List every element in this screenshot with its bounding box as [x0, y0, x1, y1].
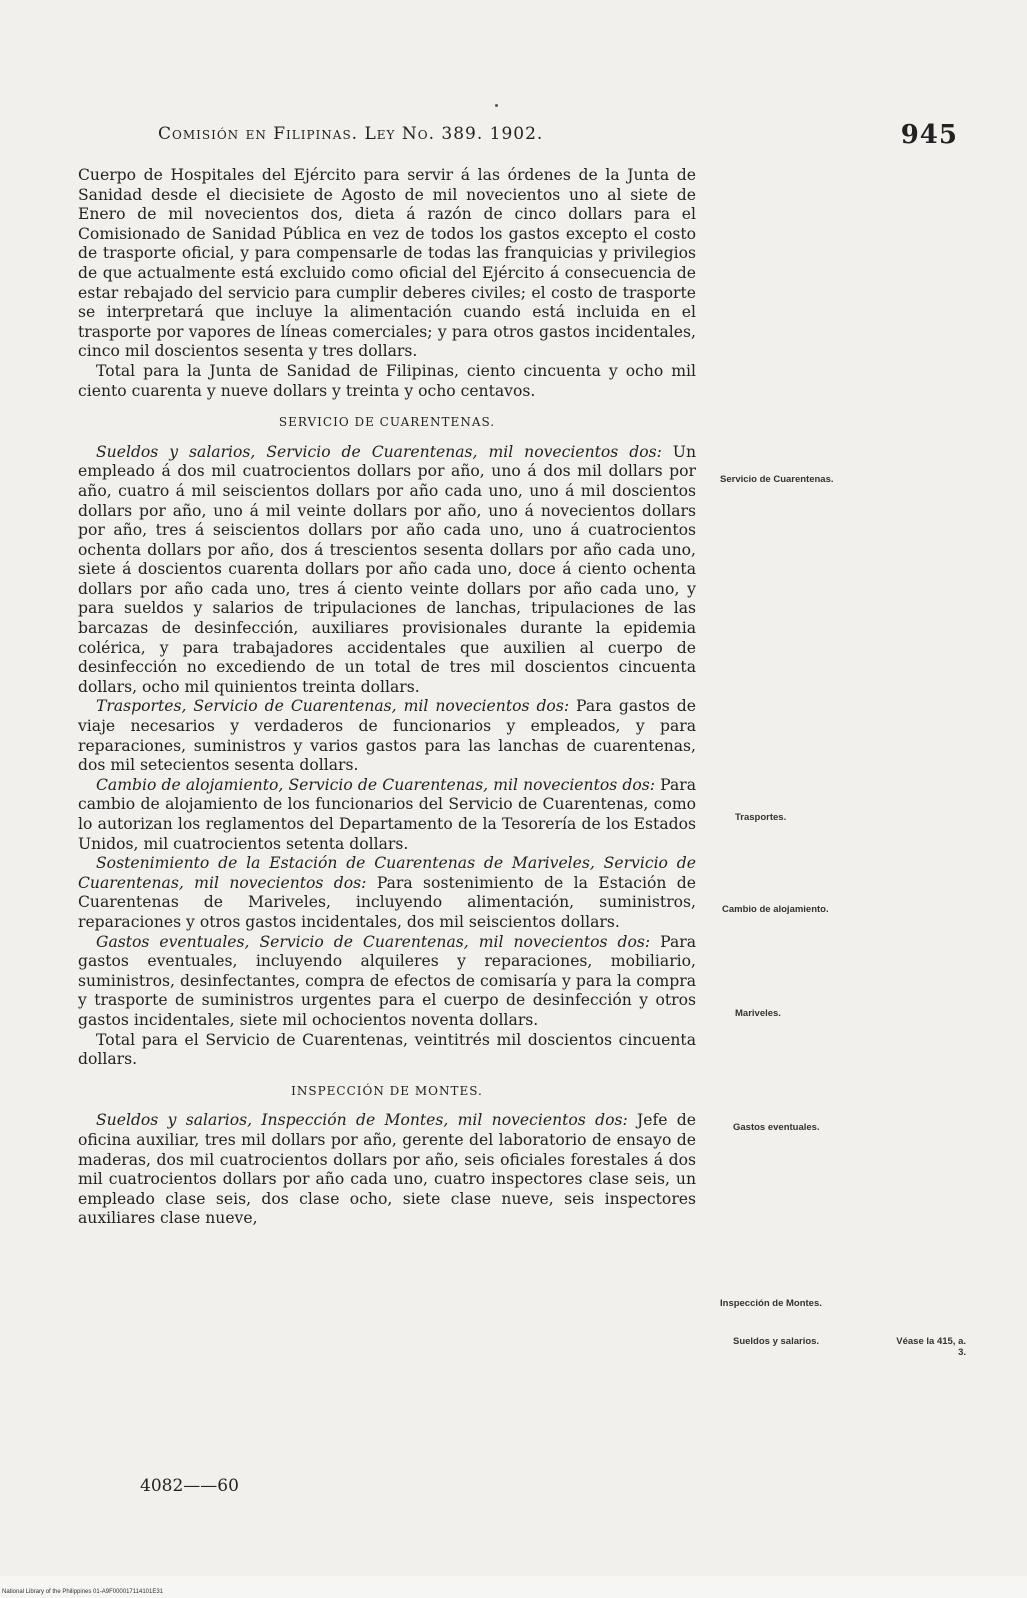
speck-mark — [495, 104, 498, 107]
margin-note-inspeccion-montes: Inspección de Montes. — [720, 1298, 822, 1309]
paragraph-lead: Sueldos y salarios, Servicio de Cuarentenas, mil novecientos dos: — [96, 442, 662, 461]
margin-note-mariveles: Mariveles. — [735, 1008, 781, 1019]
page-number: 945 — [900, 120, 958, 150]
section-heading-cuarentenas: SERVICIO DE CUARENTENAS. — [278, 415, 496, 430]
paragraph-body: Para sostenimiento de la Estación de Cuarentenas de Mariveles, incluyendo alimentación, suministros, reparaciones y otros gastos incidentales, dos mil seiscientos dollars. — [78, 873, 696, 931]
paragraph-hospitales: Cuerpo de Hospitales del Ejército para servir á las órdenes de la Junta de Sanidad desde el diecisiete de Agosto de mil novecientos uno al siete de Enero de mil novecientos dos, dieta á razón de cinco dollars para el Comisionado de Sanidad Pública en vez de todos los gastos excepto el costo de trasporte oficial, y para compensarle de todas las franquicias y privilegios de que actualmente está excluido como oficial del Ejército á consecuencia de estar rebajado del servicio para cumplir deberes civiles; el costo de trasporte se interpretará que incluye la alimentación cuando está incluida en el trasporte por vapores de líneas comerciales; y para otros gastos incidentales, cinco mil doscientos sesenta y tres dollars. — [78, 166, 696, 361]
paragraph-body: Para gastos eventuales, incluyendo alquileres y reparaciones, mobiliario, suministros, desinfectantes, compra de efectos de comisaría y para la compra y trasporte de suministros urgentes para el cuerpo de desinfección y otros gastos incidentales, siete mil ochocientos noventa dollars. — [78, 932, 696, 1029]
signature-code: 4082——60 — [140, 1476, 239, 1496]
library-stamp-bar — [0, 1576, 1027, 1598]
paragraph-body: Un empleado á dos mil cuatrocientos dollars por año, uno á dos mil dollars por año, cuatro á mil seiscientos dollars por año cada uno, uno á mil doscientos dollars por año, uno á mil veinte dollars por año, uno á novecientos dollars por año, tres á seiscientos dollars por año cada uno, uno á cuatrocientos ochenta dollars por año, dos á trescientos sesenta dollars por año cada uno, siete á doscientos cuarenta dollars por año cada uno, doce á ciento ochenta dollars por año cada uno, tres á ciento veinte dollars por año cada uno, y para sueldos y salarios de tripulaciones de lanchas, tripulaciones de las barcazas de desinfección, auxiliares provisionales durante la epidemia colérica, y para trabajadores accidentales que auxilien al cuerpo de desinfección no excediendo de un total de tres mil doscientos cincuenta dollars, ocho mil quinientos treinta dollars. — [78, 442, 696, 696]
paragraph-lead: Sostenimiento de la Estación de Cuarentenas de Mariveles, Servicio de Cuarentenas, mil novecientos dos: — [78, 854, 696, 892]
library-stamp-text: National Library of the Philippines 01-A9F000017114101E31 — [2, 1589, 164, 1595]
paragraph-body: Para gastos de viaje necesarios y verdaderos de funcionarios y empleados, y para reparaciones, suministros y varios gastos para las lanchas de cuarentenas, dos mil setecientos sesenta dollars. — [78, 697, 696, 775]
paragraph-lead: Gastos eventuales, Servicio de Cuarentenas, mil novecientos dos: — [96, 932, 651, 951]
paragraph-total-cuarentenas: Total para el Servicio de Cuarentenas, veintitrés mil doscientos cincuenta dollars. — [78, 1030, 696, 1069]
paragraph-mariveles — [78, 854, 696, 932]
margin-note-trasportes: Trasportes. — [735, 812, 787, 823]
margin-note-servicio-cuarentenas: Servicio de Cuarentenas. — [720, 474, 834, 485]
paragraph-body: Para cambio de alojamiento de los funcionarios del Servicio de Cuarentenas, como lo autorizan los reglamentos del Departamento de la Tesorería de los Estados Unidos, mil cuatrocientos setenta dollars. — [78, 775, 697, 853]
paragraph-lead: Trasportes, Servicio de Cuarentenas, mil novecientos dos: — [96, 697, 570, 716]
margin-note-vease: Véase la 415, a. 3. — [896, 1336, 966, 1358]
page-header — [78, 120, 958, 150]
paragraph-lead: Sueldos y salarios, Inspección de Montes, mil novecientos dos: — [96, 1111, 628, 1130]
running-title: Comisión en Filipinas. Ley No. 389. 1902. — [158, 124, 544, 144]
section-heading-montes: INSPECCIÓN DE MONTES. — [291, 1083, 483, 1098]
paragraph-cambio-alojamiento — [78, 776, 696, 854]
body-text — [78, 166, 696, 1229]
paragraph-sueldos-cuarentenas — [78, 443, 696, 698]
margin-note-cambio-alojamiento: Cambio de alojamiento. — [722, 904, 829, 915]
margin-note-gastos-eventuales: Gastos eventuales. — [733, 1122, 820, 1133]
paragraph-trasportes — [78, 697, 696, 775]
paragraph-sueldos-montes — [78, 1111, 696, 1229]
paragraph-total-sanidad: Total para la Junta de Sanidad de Filipinas, ciento cincuenta y ocho mil ciento cuarenta y nueve dollars y treinta y ocho centavos. — [78, 361, 696, 400]
paragraph-lead: Cambio de alojamiento, Servicio de Cuarentenas, mil novecientos dos: — [96, 775, 656, 794]
paragraph-gastos-eventuales — [78, 933, 696, 1031]
paragraph-body: Jefe de oficina auxiliar, tres mil dollars por año, gerente del laboratorio de ensayo de maderas, dos mil cuatrocientos dollars por año, seis oficiales forestales á dos mil cuatrocientos dollars por año cada uno, cuatro inspectores clase seis, un empleado clase seis, dos clase ocho, siete clase nueve, seis inspectores auxiliares clase nueve, — [78, 1111, 696, 1228]
margin-note-sueldos-salarios: Sueldos y salarios. — [733, 1336, 820, 1347]
